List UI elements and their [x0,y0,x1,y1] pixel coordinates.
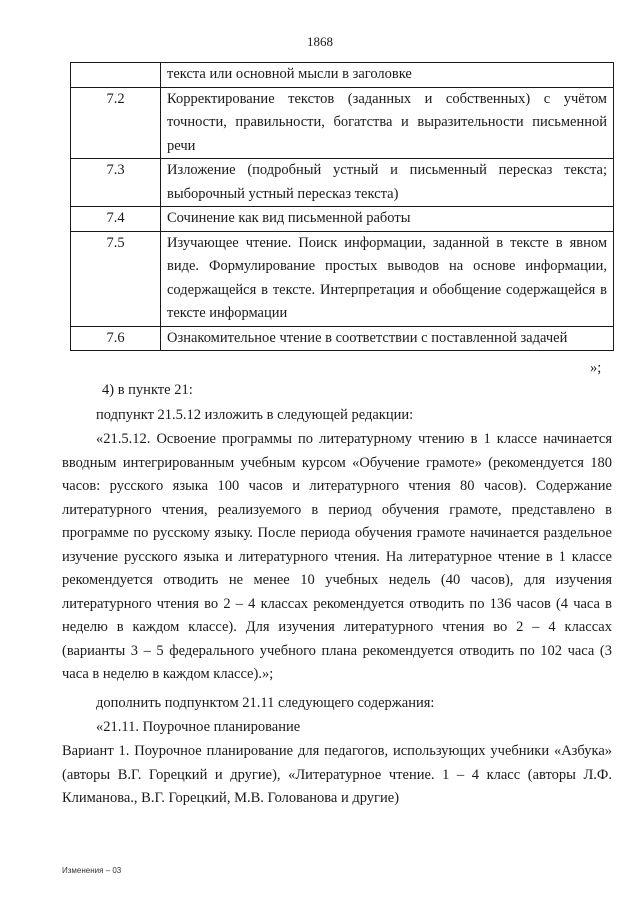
row-text: Изучающее чтение. Поиск информации, заданной в тексте в явном виде. Формулирование простых выводов на основе информации, содержащейся в тексте. Интерпретация и обобщение содержащейся в тексте информации [161,231,614,326]
table-row [71,231,614,326]
row-text: Корректирование текстов (заданных и собственных) с учётом точности, правильности, богатства и выразительности письменной речи [161,87,614,159]
table-closing-mark: »; [590,360,602,376]
table-row [71,326,614,351]
table-row [71,87,614,159]
footer-note: Изменения – 03 [62,866,122,875]
page-number: 1868 [307,34,333,49]
row-number: 7.3 [71,159,161,207]
row-number [71,63,161,88]
paragraph-21-5-12: «21.5.12. Освоение программы по литературному чтению в 1 классе начинается вводным интегрированным учебным курсом «Обучение грамоте» (рекомендуется 180 часов: русского языка 100 часов и литературного чтения 80 часов). Содержание литературного чтения, реализуемого в период обучения грамоте, представлено в программе по русскому языку. После периода обучения грамоте начинается раздельное изучение русского языка и литературного чтения. На литературное чтение в 1 классе рекомендуется отводить не менее 10 учебных недель (40 часов), для изучения литературного чтения во 2 – 4 классах рекомендуется отводить по 136 часов (4 часа в неделю в каждом классе). Для изучения литературного чтения во 2 – 4 классах (варианты 3 – 5 федерального учебного плана рекомендуется отводить по 102 часа (3 часа в неделю в каждом классе).»; [62,431,612,682]
table-row [71,207,614,232]
row-number: 7.6 [71,326,161,351]
curriculum-table [70,62,614,351]
item-4-heading: 4) в пункте 21: [102,382,193,398]
row-number: 7.5 [71,231,161,326]
row-text: Изложение (подробный устный и письменный пересказ текста; выборочный устный пересказ текста) [161,159,614,207]
section-21-11-heading: «21.11. Поурочное планирование [96,719,301,735]
add-subitem-intro: дополнить подпунктом 21.11 следующего содержания: [96,695,435,711]
row-number: 7.2 [71,87,161,159]
row-text: Ознакомительное чтение в соответствии с поставленной задачей [161,326,614,351]
table-row [71,63,614,88]
subitem-intro: подпункт 21.5.12 изложить в следующей редакции: [96,407,414,423]
row-number: 7.4 [71,207,161,232]
variant-1-paragraph: Вариант 1. Поурочное планирование для педагогов, использующих учебники «Азбука» (авторы В.Г. Горецкий и другие), «Литературное чтение. 1 – 4 класс (авторы Л.Ф. Климанова., В.Г. Горецкий, М.В. Голованова и другие) [62,743,612,806]
row-text: Сочинение как вид письменной работы [161,207,614,232]
row-text: текста или основной мысли в заголовке [161,63,614,88]
table-row [71,159,614,207]
